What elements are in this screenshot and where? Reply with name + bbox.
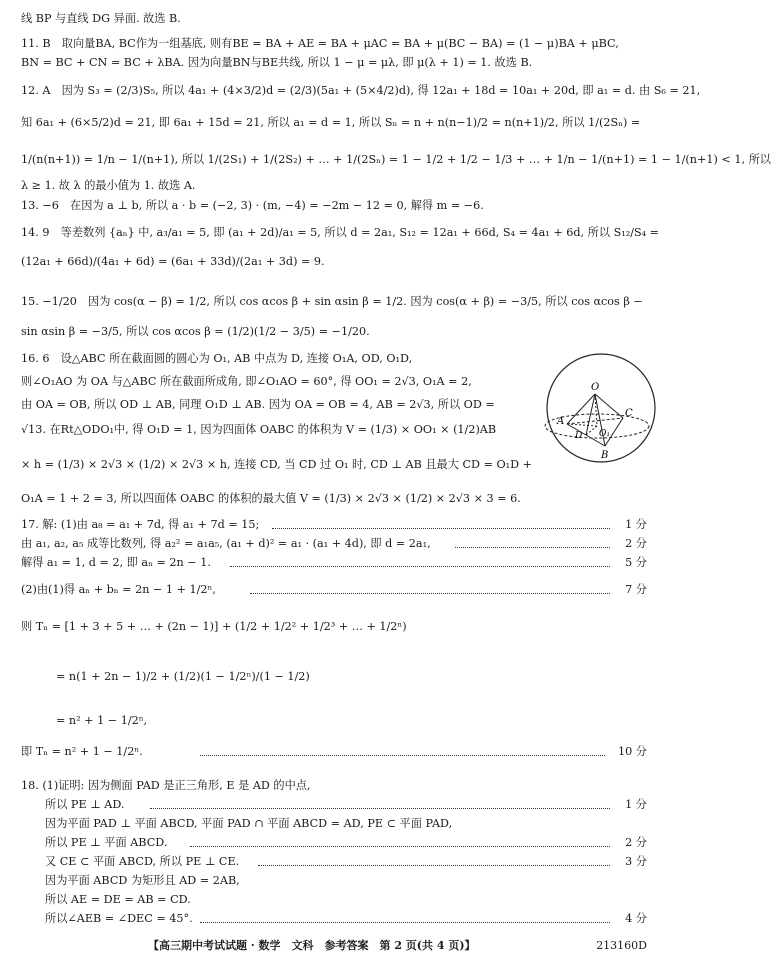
text-line-17: × h = (1/3) × 2√3 × (1/2) × 2√3 × h, 连接 CD, 当 CD 过 O₁ 时, CD ⊥ AB 且最大 CD = O₁D + [21, 458, 533, 471]
text-line-4: 12. A 因为 S₃ = (2/3)S₅, 所以 4a₁ + (4×3/2)d = (2/3)(5a₁ + (5×4/2)d), 得 12a₁ + 18d = 10a₁ + 20d, 即 a₁ = d. 由 S₆ = 21, [21, 84, 701, 97]
label-c: C [625, 408, 633, 419]
score-18-2: 2 分 [625, 836, 647, 849]
text-line-22: (2)由(1)得 aₙ + bₙ = 2n − 1 + 1/2ⁿ, [21, 583, 216, 596]
score-17-1: 1 分 [625, 518, 647, 531]
text-line-21: 解得 a₁ = 1, d = 2, 即 aₙ = 2n − 1. [21, 556, 211, 569]
dot-leader [250, 593, 610, 594]
footer-code: 213160D [596, 939, 647, 952]
sphere-tetrahedron-figure [537, 352, 665, 464]
dot-leader [200, 922, 610, 923]
text-line-1: 线 BP 与直线 DG 异面. 故选 B. [21, 12, 181, 25]
text-line-30: 所以 PE ⊥ 平面 ABCD. [45, 836, 168, 849]
dot-leader [230, 566, 610, 567]
text-line-29: 因为平面 PAD ⊥ 平面 ABCD, 平面 PAD ∩ 平面 ABCD = AD, PE ⊂ 平面 PAD, [45, 817, 453, 830]
score-17-5: 10 分 [618, 745, 647, 758]
text-line-19: 17. 解: (1)由 a₈ = a₁ + 7d, 得 a₁ + 7d = 15; [21, 518, 260, 531]
score-17-3: 5 分 [625, 556, 647, 569]
dot-leader [455, 547, 610, 548]
text-line-5: 知 6a₁ + (6×5/2)d = 21, 即 6a₁ + 15d = 21, 所以 a₁ = d = 1, 所以 Sₙ = n + n(n−1)/2 = n(n+1)/2, 所以 1/(2Sₙ) = [21, 116, 641, 129]
dot-leader [150, 808, 610, 809]
text-line-24: = n(1 + 2n − 1)/2 + (1/2)(1 − 1/2ⁿ)/(1 − 1/2) [56, 670, 310, 683]
text-line-34: 所以∠AEB = ∠DEC = 45°. [45, 912, 193, 925]
edge-oa [567, 394, 595, 424]
text-line-18: O₁A = 1 + 2 = 3, 所以四面体 OABC 的体积的最大值 V = (1/3) × 2√3 × (1/2) × 2√3 × 3 = 6. [21, 492, 521, 505]
text-line-31: 又 CE ⊂ 平面 ABCD, 所以 PE ⊥ CE. [45, 855, 240, 868]
text-line-14: 则∠O₁AO 为 OA 与△ABC 所在截面所成角, 即∠O₁AO = 60°, 得 OO₁ = 2√3, O₁A = 2, [21, 375, 472, 388]
text-line-8: 13. −6 在因为 a ⊥ b, 所以 a · b = (−2, 3) · (m, −4) = −2m − 12 = 0, 解得 m = −6. [21, 199, 484, 212]
footer-title: 【高三期中考试试题 · 数学 文科 参考答案 第 2 页(共 4 页)】 [148, 939, 476, 952]
text-line-12: sin αsin β = −3/5, 所以 cos αcos β = (1/2)(1/2 − 3/5) = −1/20. [21, 325, 370, 338]
text-line-2: 11. B 取向量BA, BC作为一组基底, 则有BE = BA + AE = BA + μAC = BA + μ(BC − BA) = (1 − μ)BA + μBC, [21, 37, 619, 50]
text-line-20: 由 a₁, a₂, a₅ 成等比数列, 得 a₂² = a₁a₅, (a₁ + d)² = a₁ · (a₁ + 4d), 即 d = 2a₁, [21, 537, 431, 550]
text-line-11: 15. −1/20 因为 cos(α − β) = 1/2, 所以 cos αcos β + sin αsin β = 1/2. 因为 cos(α + β) = −3/5, 所以 cos αcos β − [21, 295, 643, 308]
text-line-9: 14. 9 等差数列 {aₙ} 中, a₃/a₁ = 5, 即 (a₁ + 2d)/a₁ = 5, 所以 d = 2a₁, S₁₂ = 12a₁ + 66d, S₄ = 4a₁ + 6d, 所以 S₁₂/S₄ = [21, 226, 660, 239]
score-17-2: 2 分 [625, 537, 647, 550]
text-line-27: 18. (1)证明: 因为侧面 PAD 是正三角形, E 是 AD 的中点, [21, 779, 311, 792]
text-line-10: (12a₁ + 66d)/(4a₁ + 6d) = (6a₁ + 33d)/(2a₁ + 3d) = 9. [21, 255, 325, 268]
text-line-3: BN = BC + CN = BC + λBA. 因为向量BN与BE共线, 所以 1 − μ = μλ, 即 μ(λ + 1) = 1. 故选 B. [21, 56, 533, 69]
dot-leader [258, 865, 610, 866]
text-line-7: λ ≥ 1. 故 λ 的最小值为 1. 故选 A. [21, 179, 196, 192]
score-18-1: 1 分 [625, 798, 647, 811]
segment-o1a [567, 424, 597, 426]
text-line-6: 1/(n(n+1)) = 1/n − 1/(n+1), 所以 1/(2S₁) + 1/(2S₂) + … + 1/(2Sₙ) = 1 − 1/2 + 1/2 − 1/3 + … + 1/n − 1/(n+1) = 1 − 1/(n+1) < 1, 所以 [21, 153, 771, 166]
sphere-outline [547, 354, 655, 462]
text-line-13: 16. 6 设△ABC 所在截面圆的圆心为 O₁, AB 中点为 D, 连接 O₁A, OD, O₁D, [21, 352, 413, 365]
text-line-32: 因为平面 ABCD 为矩形且 AD = 2AB, [45, 874, 240, 887]
score-18-4: 4 分 [625, 912, 647, 925]
text-line-23: 则 Tₙ = [1 + 3 + 5 + … + (2n − 1)] + (1/2 + 1/2² + 1/2³ + … + 1/2ⁿ) [21, 620, 407, 633]
dot-leader [190, 846, 610, 847]
dot-leader [272, 528, 610, 529]
edge-ac [567, 418, 623, 424]
text-line-28: 所以 PE ⊥ AD. [45, 798, 125, 811]
text-line-25: = n² + 1 − 1/2ⁿ, [56, 714, 148, 727]
label-o1: O₁ [599, 429, 610, 439]
text-line-15: 由 OA = OB, 所以 OD ⊥ AB, 同理 O₁D ⊥ AB. 因为 OA = OB = 4, AB = 2√3, 所以 OD = [21, 398, 495, 411]
text-line-33: 所以 AE = DE = AB = CD. [45, 893, 191, 906]
text-line-26: 即 Tₙ = n² + 1 − 1/2ⁿ. [21, 745, 143, 758]
text-line-16: √13. 在Rt△ODO₁中, 得 O₁D = 1, 因为四面体 OABC 的体积为 V = (1/3) × OO₁ × (1/2)AB [21, 423, 497, 436]
dot-leader [200, 755, 605, 756]
score-18-3: 3 分 [625, 855, 647, 868]
score-17-4: 7 分 [625, 583, 647, 596]
label-d: D [575, 431, 583, 441]
label-b: B [601, 450, 609, 461]
label-o: O [591, 382, 600, 393]
label-a: A [557, 416, 565, 427]
